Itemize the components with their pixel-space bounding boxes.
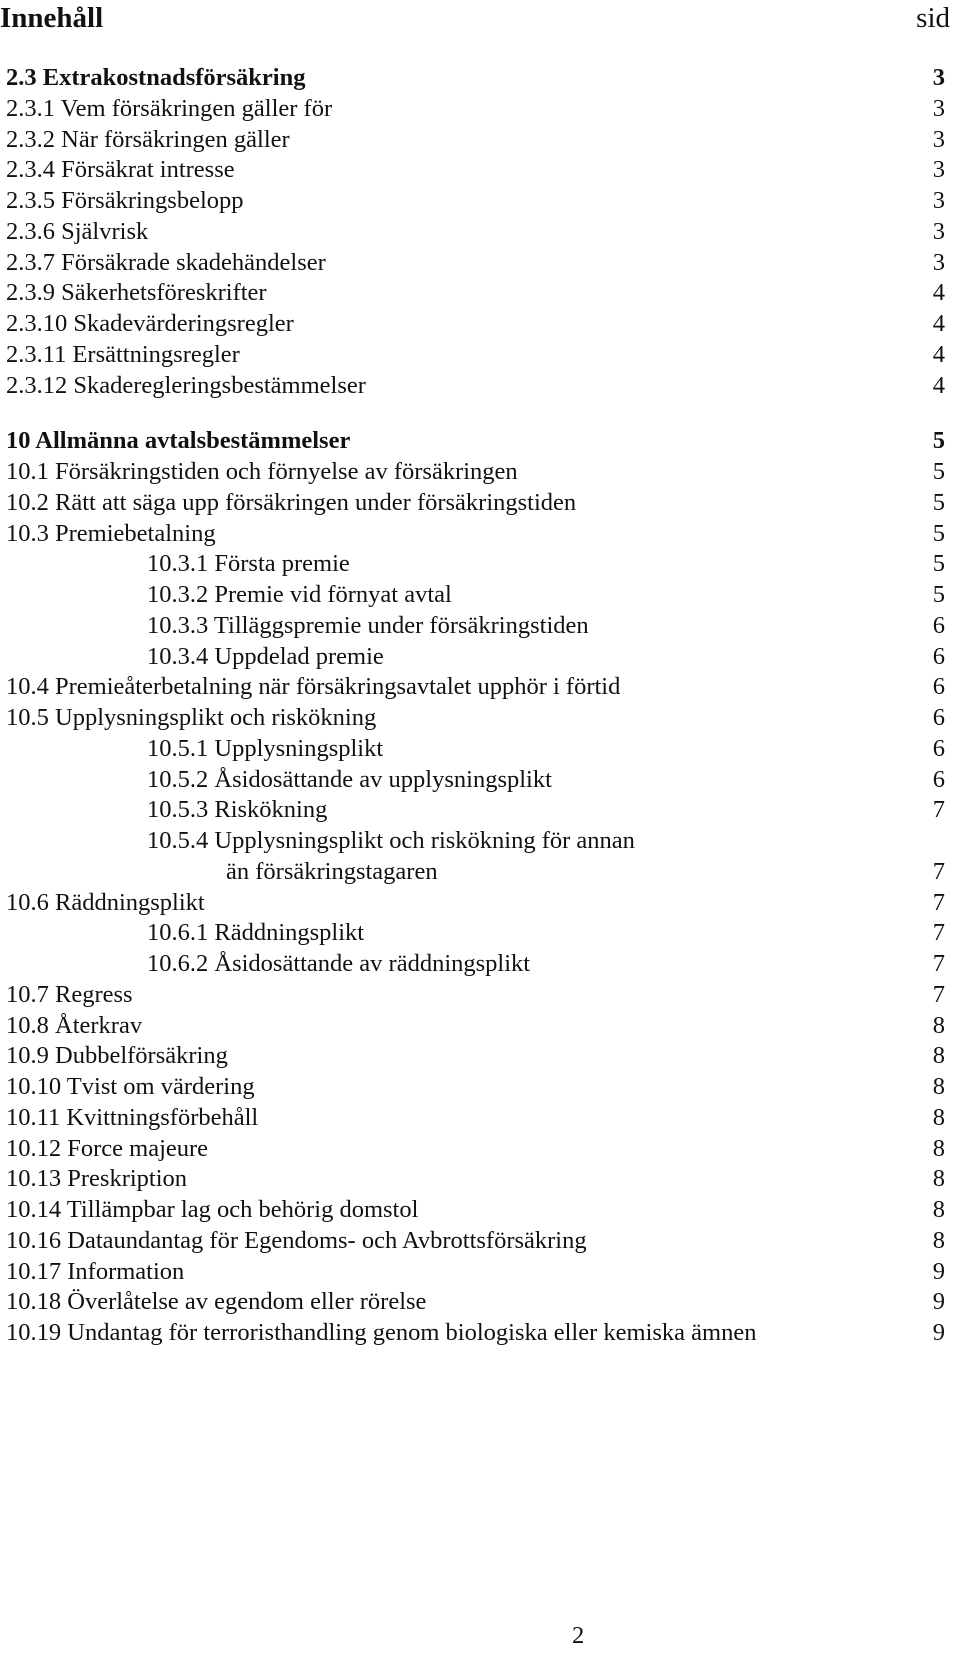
toc-entry-label: 10.5.1 Upplysningsplikt (147, 735, 384, 762)
toc-entry-label: 10.19 Undantag för terroristhandling genom biologiska eller kemiska ämnen (6, 1319, 757, 1346)
toc-entry-page: 7 (932, 796, 945, 823)
toc-entry-page: 4 (932, 310, 945, 337)
toc-entry-label: 10.3.3 Tilläggspremie under försäkringstiden (147, 612, 589, 639)
toc-entry-page: 8 (932, 1073, 945, 1100)
toc-entry (0, 185, 960, 217)
toc-entry-page: 7 (932, 950, 945, 977)
toc-entry-page: 9 (932, 1258, 945, 1285)
toc-entry (0, 733, 960, 765)
toc-entry-label: 10.3.1 Första premie (147, 550, 350, 577)
page-number: 2 (572, 1622, 585, 1649)
toc-entry-label: 10.5 Upplysningsplikt och riskökning (6, 704, 377, 731)
toc-entry-page: 3 (932, 64, 945, 91)
toc-entry (0, 825, 960, 857)
toc-entry-label: 10.8 Återkrav (6, 1012, 143, 1039)
toc-entry (0, 671, 960, 703)
toc-entry-page: 4 (932, 372, 945, 399)
toc-entry-label: 2.3 Extrakostnadsförsäkring (6, 64, 306, 91)
toc-entry (0, 425, 960, 457)
toc-entry-label: 10.5.2 Åsidosättande av upplysningsplikt (147, 766, 552, 793)
toc-entry (0, 579, 960, 611)
toc-entry-page: 5 (932, 489, 945, 516)
toc-entry-page: 8 (932, 1196, 945, 1223)
toc-entry-label: 10.13 Preskription (6, 1165, 188, 1192)
toc-entry-page: 5 (932, 520, 945, 547)
toc-entry-page: 5 (932, 550, 945, 577)
toc-entry-page: 3 (932, 156, 945, 183)
toc-entry-label: 10.4 Premieåterbetalning när försäkringsavtalet upphör i förtid (6, 673, 621, 700)
toc-entry-page: 3 (932, 249, 945, 276)
toc-entry-label: 2.3.9 Säkerhetsföreskrifter (6, 279, 267, 306)
toc-entry-label: 2.3.2 När försäkringen gäller (6, 126, 290, 153)
toc-entry (0, 1071, 960, 1103)
toc-entry (0, 487, 960, 519)
toc-entry-page: 8 (932, 1135, 945, 1162)
toc-entry-label: 10.16 Dataundantag för Egendoms- och Avbrottsförsäkring (6, 1227, 587, 1254)
toc-entry-label: 2.3.12 Skaderegleringsbestämmelser (6, 372, 366, 399)
toc-entry-page: 3 (932, 218, 945, 245)
toc-entry (0, 1010, 960, 1042)
toc-entry-label: 10.12 Force majeure (6, 1135, 209, 1162)
toc-entry-page: 6 (932, 735, 945, 762)
toc-entry-label: 10.3 Premiebetalning (6, 520, 216, 547)
toc-entry (0, 979, 960, 1011)
toc-entry (0, 1133, 960, 1165)
toc-entry-page: 8 (932, 1165, 945, 1192)
toc-entry-page: 6 (932, 643, 945, 670)
toc-header (0, 0, 960, 40)
toc-entry-label: 10.14 Tillämpbar lag och behörig domstol (6, 1196, 419, 1223)
toc-entry (0, 887, 960, 919)
toc-entry-label: 2.3.4 Försäkrat intresse (6, 156, 235, 183)
toc-entry (0, 1317, 960, 1349)
toc-entry-label: 10.6.2 Åsidosättande av räddningsplikt (147, 950, 531, 977)
toc-entry (0, 1286, 960, 1318)
toc-entry (0, 948, 960, 980)
toc-entry-page: 5 (932, 427, 945, 454)
toc-entry (0, 277, 960, 309)
toc-entry (0, 1225, 960, 1257)
page-title: Innehåll (0, 2, 104, 34)
toc-entry (0, 1194, 960, 1226)
toc-entry-page: 6 (932, 673, 945, 700)
toc-entry-label: 2.3.7 Försäkrade skadehändelser (6, 249, 326, 276)
toc-entry-label: 10.17 Information (6, 1258, 185, 1285)
toc-entry (0, 308, 960, 340)
toc-entry-label: 2.3.1 Vem försäkringen gäller för (6, 95, 333, 122)
toc-entry-page: 7 (932, 919, 945, 946)
toc-entry (0, 456, 960, 488)
toc-entry-label: 2.3.5 Försäkringsbelopp (6, 187, 244, 214)
toc-entry-label: 10.11 Kvittningsförbehåll (6, 1104, 259, 1131)
toc-entry (0, 370, 960, 402)
toc-entry (0, 610, 960, 642)
toc-entry-page: 6 (932, 612, 945, 639)
toc-entry-label: 10.18 Överlåtelse av egendom eller rörelse (6, 1288, 427, 1315)
toc-entry-label: 10.9 Dubbelförsäkring (6, 1042, 228, 1069)
toc-entry-label: 10.10 Tvist om värdering (6, 1073, 255, 1100)
toc-entry-page: 6 (932, 704, 945, 731)
toc-entry (0, 216, 960, 248)
toc-entry (0, 62, 960, 94)
toc-entry-label: 10 Allmänna avtalsbestämmelser (6, 427, 351, 454)
toc-entry (0, 764, 960, 796)
toc-entry-label: 10.2 Rätt att säga upp försäkringen under försäkringstiden (6, 489, 577, 516)
toc-entry (0, 1163, 960, 1195)
toc-entry (0, 794, 960, 826)
toc-entry-page: 4 (932, 279, 945, 306)
toc-entry (0, 917, 960, 949)
toc-entry (0, 154, 960, 186)
toc-entry-label: 2.3.10 Skadevärderingsregler (6, 310, 294, 337)
toc-entry-page: 3 (932, 95, 945, 122)
toc-entry-label: än försäkringstagaren (226, 858, 438, 885)
toc-entry-page: 3 (932, 187, 945, 214)
toc-entry-page: 9 (932, 1288, 945, 1315)
toc-entry (0, 856, 960, 888)
toc-entry (0, 124, 960, 156)
toc-entry-label: 10.5.3 Riskökning (147, 796, 328, 823)
toc-entry (0, 339, 960, 371)
toc-entry-page: 7 (932, 889, 945, 916)
toc-entry (0, 1102, 960, 1134)
toc-entry-label: 10.1 Försäkringstiden och förnyelse av försäkringen (6, 458, 518, 485)
toc-entry-label: 10.3.2 Premie vid förnyat avtal (147, 581, 452, 608)
toc-entry-page: 8 (932, 1042, 945, 1069)
toc-entry-page: 8 (932, 1227, 945, 1254)
toc-entry-page: 7 (932, 981, 945, 1008)
toc-entry (0, 93, 960, 125)
toc-entry-page: 8 (932, 1104, 945, 1131)
toc-entry-page: 5 (932, 458, 945, 485)
toc-entry (0, 641, 960, 673)
toc-entry (0, 702, 960, 734)
toc-entry-label: 10.7 Regress (6, 981, 133, 1008)
toc-entry-label: 2.3.11 Ersättningsregler (6, 341, 240, 368)
toc-entry (0, 1256, 960, 1288)
toc-entry-page: 7 (932, 858, 945, 885)
toc-entry-page: 3 (932, 126, 945, 153)
toc-entry-label: 2.3.6 Självrisk (6, 218, 149, 245)
toc-entry-label: 10.6.1 Räddningsplikt (147, 919, 365, 946)
page-column-heading: sid (916, 2, 950, 34)
toc-entry-page: 5 (932, 581, 945, 608)
toc-entry (0, 1040, 960, 1072)
toc-entry (0, 548, 960, 580)
toc-entry (0, 518, 960, 550)
toc-entry-page: 6 (932, 766, 945, 793)
toc-entry-page: 9 (932, 1319, 945, 1346)
toc-entry-page: 4 (932, 341, 945, 368)
toc-entry-label: 10.6 Räddningsplikt (6, 889, 205, 916)
toc-entry (0, 247, 960, 279)
toc-entry-label: 10.3.4 Uppdelad premie (147, 643, 384, 670)
toc-entry-label: 10.5.4 Upplysningsplikt och riskökning för annan (147, 827, 635, 854)
toc-entry-page: 8 (932, 1012, 945, 1039)
